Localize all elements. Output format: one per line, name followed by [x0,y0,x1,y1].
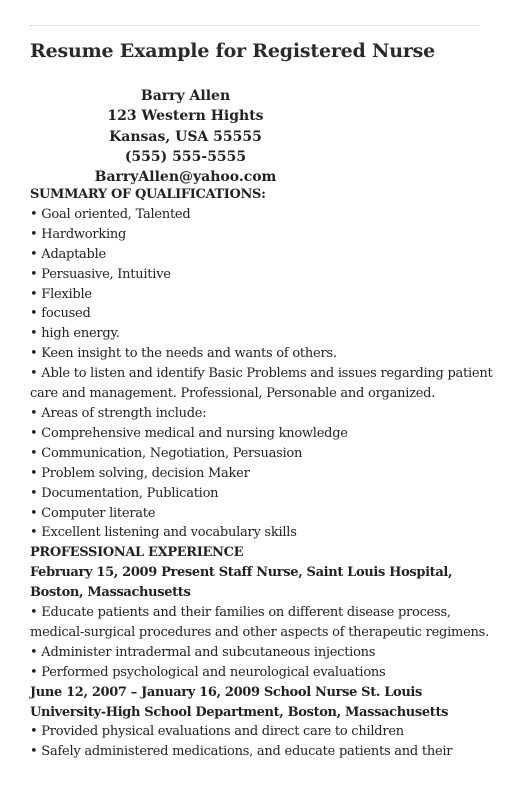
section-heading-line: University-High School Department, Boston, Massachusetts [30,704,449,720]
body-line: • Keen insight to the needs and wants of others. [30,346,337,362]
body-line: • Communication, Negotiation, Persuasion [30,445,303,461]
body-line: medical-surgical procedures and other aspects of therapeutic regimens. [30,624,489,640]
contact-phone: (555) 555-5555 [124,148,247,165]
top-divider [30,25,480,26]
section-heading-line: SUMMARY OF QUALIFICATIONS: [30,187,266,202]
body-line: • Persuasive, Intuitive [30,266,171,282]
contact-email: BarryAllen@yahoo.com [94,169,277,186]
page-title: Resume Example for Registered Nurse [30,40,436,62]
section-heading-line: February 15, 2009 Present Staff Nurse, Saint Louis Hospital, [30,565,453,581]
body-line: • Documentation, Publication [30,485,219,501]
body-line: • focused [30,306,91,322]
body-line: • Areas of strength include: [30,405,207,421]
body-line: • Able to listen and identify Basic Problems and issues regarding patient [30,366,493,382]
body-line: • Problem solving, decision Maker [30,465,250,481]
body-line: • Computer literate [30,505,156,521]
body-line: • Administer intradermal and subcutaneous injections [30,644,376,660]
body-line: • Performed psychological and neurological evaluations [30,664,386,680]
body-line: • Educate patients and their families on different disease process, [30,605,451,621]
body-line: • Provided physical evaluations and direct care to children [30,724,404,740]
section-heading-line: June 12, 2007 – January 16, 2009 School Nurse St. Louis [30,684,422,700]
body-line: • Hardworking [30,226,127,242]
contact-name: Barry Allen [140,88,231,104]
body-line: • Flexible [30,286,92,302]
body-line: care and management. Professional, Personable and organized. [30,386,436,402]
section-heading-line: PROFESSIONAL EXPERIENCE [30,545,244,561]
body-line: • Goal oriented, Talented [30,206,191,222]
body-line: • Adaptable [30,246,106,262]
section-heading-line: Boston, Massachusetts [30,585,191,601]
resume-body [30,185,493,762]
body-line: • Comprehensive medical and nursing knowledge [30,425,348,441]
contact-city: Kansas, USA 55555 [109,128,262,145]
body-line: • Excellent listening and vocabulary skills [30,525,297,541]
body-line: • Safely administered medications, and educate patients and their [30,744,453,760]
contact-street: 123 Western Hights [107,108,264,125]
body-line: • high energy. [30,326,120,342]
contact-header [0,86,371,187]
